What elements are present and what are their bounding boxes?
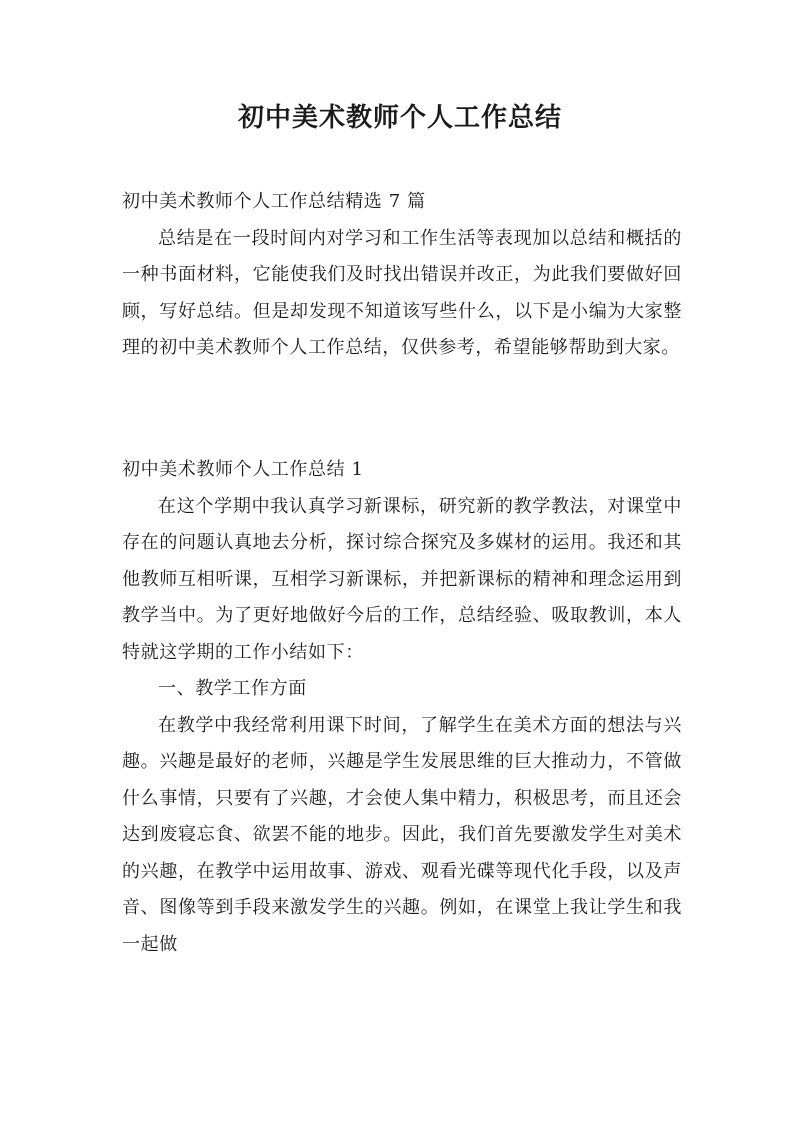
document-title: 初中美术教师个人工作总结 bbox=[237, 103, 562, 133]
section-1-paragraph-2: 在教学中我经常利用课下时间，了解学生在美术方面的想法与兴趣。兴趣是最好的老师，兴趣是学生发展思维的巨大推动力，不管做什么事情，只要有了兴趣，才会使人集中精力，积极思考，而且还会达到废寝忘食、欲罢不能的地步。因此，我们首先要激发学生对美术的兴趣，在教学中运用故事、游戏、观看光碟等现代化手段，以及声音、图像等到手段来激发学生的兴趣。例如，在课堂上我让学生和我一起做 bbox=[122, 714, 682, 955]
section-1-heading: 初中美术教师个人工作总结 1 bbox=[122, 459, 364, 480]
section-1 bbox=[122, 452, 682, 963]
intro-section bbox=[122, 184, 682, 367]
intro-heading: 初中美术教师个人工作总结精选 7 篇 bbox=[122, 191, 426, 212]
section-1-subheading: 一、教学工作方面 bbox=[158, 678, 307, 699]
intro-paragraph: 总结是在一段时间内对学习和工作生活等表现加以总结和概括的一种书面材料，它能使我们及时找出错误并改正，为此我们要做好回顾，写好总结。但是却发现不知道该写些什么，以下是小编为大家整理的初中美术教师个人工作总结，仅供参考，希望能够帮助到大家。 bbox=[122, 227, 682, 358]
section-1-paragraph-1: 在这个学期中我认真学习新课标，研究新的教学教法，对课堂中存在的问题认真地去分析，探讨综合探究及多媒材的运用。我还和其他教师互相听课，互相学习新课标，并把新课标的精神和理念运用到教学当中。为了更好地做好今后的工作，总结经验、吸取教训，本人特就这学期的工作小结如下： bbox=[122, 495, 682, 663]
